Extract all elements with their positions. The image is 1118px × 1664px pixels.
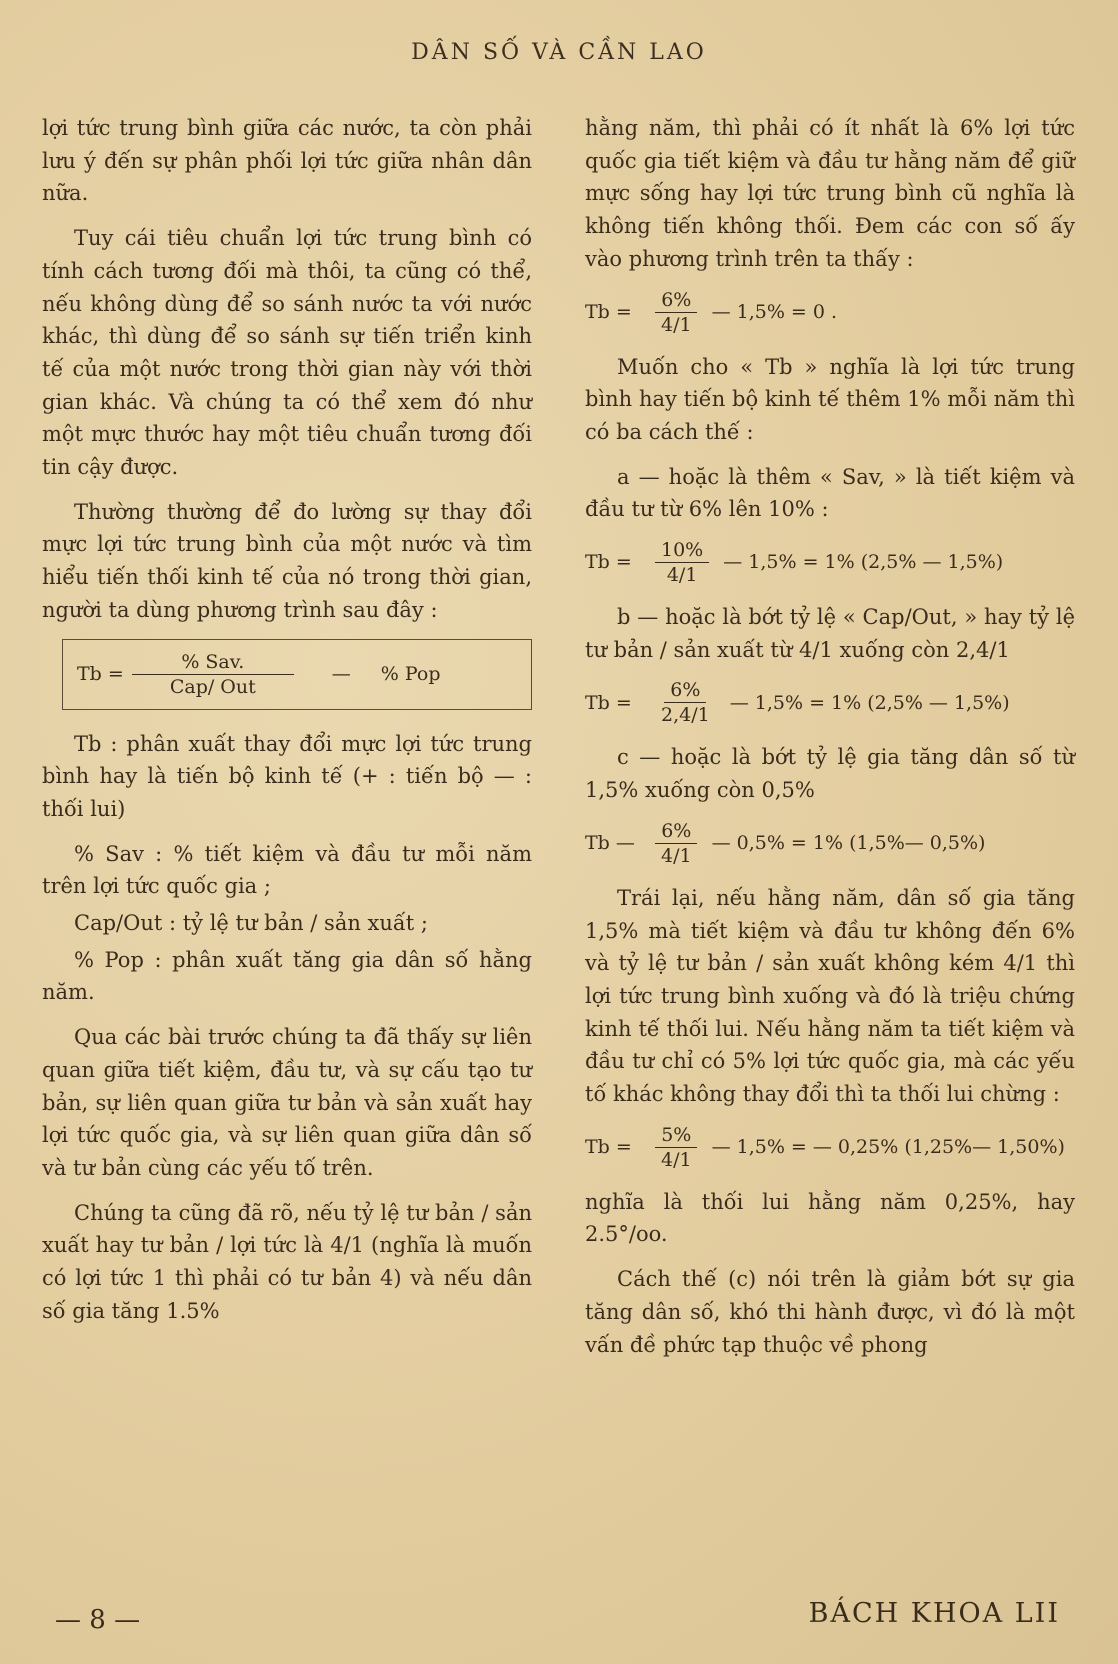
equation-rest: — 1,5% = 1% (2,5% — 1,5%) bbox=[729, 691, 1010, 714]
equation-rest: — 1,5% = — 0,25% (1,25%— 1,50%) bbox=[711, 1135, 1065, 1158]
formula-rhs: % Pop bbox=[380, 662, 441, 685]
equation-numerator: 5% bbox=[655, 1123, 697, 1148]
paragraph: Muốn cho « Tb » nghĩa là lợi tức trung bình hay tiến bộ kinh tế thêm 1% mỗi năm thì có ba cách thế : bbox=[585, 354, 1075, 444]
equation-numerator: 6% bbox=[655, 819, 697, 844]
equation-denominator: 4/1 bbox=[661, 844, 692, 867]
equation-lhs: Tb = bbox=[585, 300, 632, 323]
formula-fraction bbox=[132, 650, 294, 699]
equation-fraction bbox=[655, 538, 709, 587]
formula-denominator: Cap/ Out bbox=[169, 675, 256, 698]
paragraph: nghĩa là thối lui hằng năm 0,25%, hay 2.5°/oo. bbox=[585, 1189, 1075, 1247]
formula-numerator: % Sav. bbox=[132, 650, 294, 675]
equation-lhs: Tb = bbox=[585, 1135, 632, 1158]
equation-fraction bbox=[655, 288, 698, 337]
equation-denominator: 2,4/1 bbox=[661, 704, 710, 727]
equation-numerator: 10% bbox=[655, 538, 709, 563]
equation-fraction bbox=[655, 1123, 698, 1172]
paragraph: Thường thường để đo lường sự thay đổi mực lợi tức trung bình của một nước và tìm hiểu tiến thối kinh tế của nó trong thời gian, người ta dùng phương trình sau đây : bbox=[42, 499, 532, 622]
definition: Tb : phân xuất thay đổi mực lợi tức trung bình hay là tiến bộ kinh tế (+ : tiến bộ — : thối lui) bbox=[42, 731, 532, 821]
equation-denominator: 4/1 bbox=[661, 1148, 692, 1171]
paragraph: c — hoặc là bớt tỷ lệ gia tăng dân số từ 1,5% xuống còn 0,5% bbox=[585, 745, 1075, 803]
paragraph: lợi tức trung bình giữa các nước, ta còn phải lưu ý đến sự phân phối lợi tức giữa nhân dân nữa. bbox=[42, 116, 532, 206]
formula-lhs: Tb = bbox=[77, 662, 124, 685]
equation bbox=[585, 1123, 1075, 1172]
equation-lhs: Tb = bbox=[585, 691, 632, 714]
page-header: DÂN SỐ VÀ CẦN LAO bbox=[411, 40, 707, 65]
magazine-name: BÁCH KHOA LII bbox=[808, 1598, 1060, 1629]
equation-rest: — 1,5% = 0 . bbox=[711, 300, 838, 323]
equation bbox=[585, 678, 1075, 727]
paragraph: a — hoặc là thêm « Sav, » là tiết kiệm và đầu tư từ 6% lên 10% : bbox=[585, 464, 1075, 522]
equation-numerator: 6% bbox=[664, 678, 706, 703]
equation-denominator: 4/1 bbox=[661, 313, 692, 336]
paragraph: Cách thế (c) nói trên là giảm bớt sự gia tăng dân số, khó thi hành được, vì đó là một vấn đề phức tạp thuộc về phong bbox=[585, 1267, 1075, 1357]
paragraph: Chúng ta cũng đã rõ, nếu tỷ lệ tư bản / sản xuất hay tư bản / lợi tức là 4/1 (nghĩa là muốn có lợi tức 1 thì phải có tư bản 4) và nếu dân số gia tăng 1.5% bbox=[42, 1200, 532, 1323]
paragraph: hằng năm, thì phải có ít nhất là 6% lợi tức quốc gia tiết kiệm và đầu tư hằng năm để giữ mực sống hay lợi tức trung bình cũ nghĩa là không tiến không thối. Đem các con số ấy vào phương trình trên ta thấy : bbox=[585, 116, 1075, 271]
equation-lhs: Tb — bbox=[585, 831, 635, 854]
equation-denominator: 4/1 bbox=[666, 564, 698, 587]
equation bbox=[585, 538, 1075, 587]
paragraph: Tuy cái tiêu chuẩn lợi tức trung bình có tính cách tương đối mà thôi, ta cũng có thể, nếu không dùng để so sánh nước ta với nước khác, thì dùng để so sánh sự tiến triển kinh tế của một nước trong thời gian này với thời gian khác. Và chúng ta có thể xem đó như một mực thước hay một tiêu chuẩn tương đối tin cậy được. bbox=[42, 226, 532, 480]
paragraph: Trái lại, nếu hằng năm, dân số gia tăng 1,5% mà tiết kiệm và đầu tư không đến 6% và tỷ lệ tư bản / sản xuất không kém 4/1 thì lợi tức trung bình xuống và đó là triệu chứng kinh tế thối lui. Nếu hằng năm ta tiết kiệm và đầu tư chỉ có 5% lợi tức quốc gia, mà các yếu tố khác không thay đổi thì ta thối lui chừng : bbox=[585, 885, 1075, 1107]
equation-fraction bbox=[655, 819, 698, 868]
formula-box bbox=[62, 639, 532, 710]
left-column bbox=[42, 112, 532, 1340]
definition: % Pop : phân xuất tăng gia dân số hằng năm. bbox=[42, 947, 532, 1005]
definition: Cap/Out : tỷ lệ tư bản / sản xuất ; bbox=[74, 911, 428, 936]
paragraph: Qua các bài trước chúng ta đã thấy sự liên quan giữa tiết kiệm, đầu tư, và sự cấu tạo tư bản, sự liên quan giữa tư bản và sản xuất hay lợi tức quốc gia, và sự liên quan giữa dân số và tư bản cùng các yếu tố trên. bbox=[42, 1025, 532, 1180]
page-number: — 8 — bbox=[55, 1605, 141, 1635]
right-column bbox=[585, 112, 1075, 1373]
paragraph: b — hoặc là bớt tỷ lệ « Cap/Out, » hay tỷ lệ tư bản / sản xuất từ 4/1 xuống còn 2,4/1 bbox=[585, 605, 1075, 662]
definition: % Sav : % tiết kiệm và đầu tư mỗi năm trên lợi tức quốc gia ; bbox=[42, 841, 532, 899]
equation-rest: — 1,5% = 1% (2,5% — 1,5%) bbox=[723, 551, 1004, 574]
equation-fraction bbox=[655, 678, 716, 727]
formula-minus: — bbox=[331, 662, 351, 685]
equation-rest: — 0,5% = 1% (1,5%— 0,5%) bbox=[711, 831, 986, 854]
equation-numerator: 6% bbox=[655, 288, 697, 313]
equation-lhs: Tb = bbox=[585, 551, 632, 574]
equation bbox=[585, 288, 1075, 337]
equation bbox=[585, 819, 1075, 868]
